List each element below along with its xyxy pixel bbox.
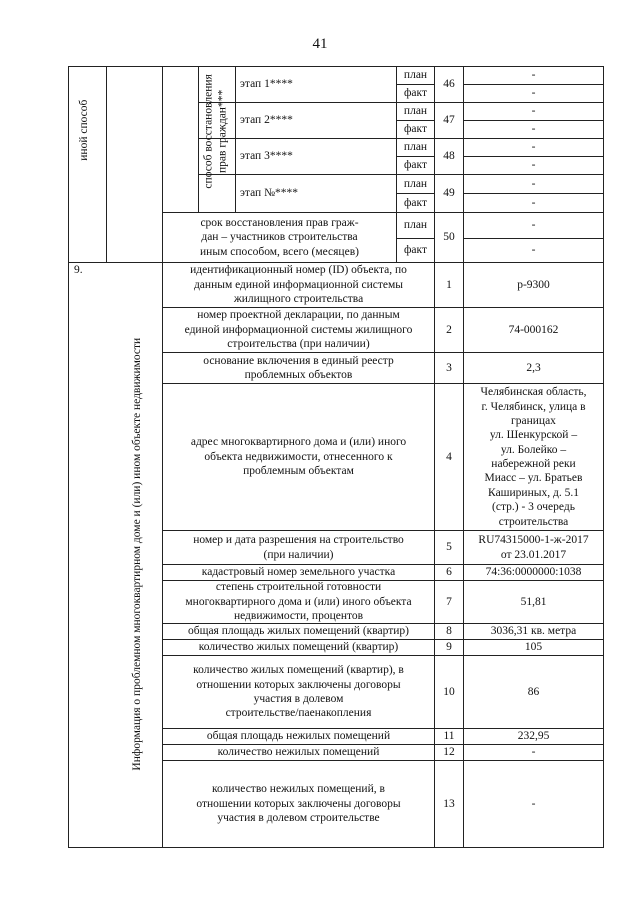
restoration-method-label: способ восстановления прав граждан*** [202,74,229,189]
fact-value: - [531,123,536,136]
row-number: 10 [443,685,455,698]
row-label: идентификационный номер (ID) объекта, по данным единой информационной системы жилищного строительства [190,264,407,306]
row-value: 51,81 [520,595,547,608]
fact-label: факт [403,196,428,209]
row-number: 4 [446,450,452,463]
row-value: - [531,746,536,759]
row-number: 8 [446,625,452,638]
row-value: RU74315000-1-ж-2017 от 23.01.2017 [478,534,589,561]
row-number: 11 [443,730,455,743]
stage-name: этап 1**** [240,78,293,91]
row-number: 5 [446,541,452,554]
table-bottom-border [68,847,604,848]
row-value: 74-000162 [508,323,559,336]
row-number: 6 [446,566,452,579]
row-label: номер и дата разрешения на строительство (при наличии) [193,534,404,561]
stage-name: этап №**** [240,187,299,200]
row-number: 3 [446,361,452,374]
row-label: количество нежилых помещений, в отношении которых заключены договоры участия в долевом строительстве [196,783,401,825]
row-label: основание включения в единый реестр проблемных объектов [203,354,394,381]
row-number: 48 [443,150,455,163]
plan-value: - [531,105,536,118]
upper-col1-divider [106,66,107,262]
section-number: 9. [74,264,83,276]
row-value: 86 [527,685,540,698]
row-number: 49 [443,187,455,200]
plan-value: - [531,141,536,154]
plan-label: план [403,105,428,118]
fact-label: факт [403,159,428,172]
fact-label: факт [403,244,428,257]
row-label: общая площадь жилых помещений (квартир) [187,625,409,638]
row-label: кадастровый номер земельного участка [201,566,396,579]
row-number: 2 [446,323,452,336]
row-value: р-9300 [517,278,550,291]
row-value: 105 [524,641,543,654]
row-value: 74:36:0000000:1038 [485,566,582,579]
other-method-label: иной способ [77,99,90,161]
row-number: 46 [443,78,455,91]
row-number: 13 [443,797,455,810]
table-left-border [68,66,69,848]
stage-name: этап 2**** [240,114,293,127]
row-value: - [531,797,536,810]
row-label: количество жилых помещений (квартир) [198,641,399,654]
plan-label: план [403,177,428,190]
fact-value: - [531,244,536,257]
row-value: 3036,31 кв. метра [490,625,577,638]
row-label: общая площадь нежилых помещений [206,730,391,743]
fact-label: факт [403,123,428,136]
row-label: номер проектной декларации, по данным единой информационной системы жилищного строительства (при наличии) [184,309,413,351]
stage-name: этап 3**** [240,150,293,163]
plan-label: план [403,219,428,232]
plan-value: - [531,69,536,82]
row-number: 12 [443,746,455,759]
plan-value: - [531,219,536,232]
fact-label: факт [403,87,428,100]
row-value: 2,3 [526,361,541,374]
row-value: 232,95 [517,730,550,743]
plan-label: план [403,141,428,154]
row-number: 9 [446,641,452,654]
row-label: адрес многоквартирного дома и (или) иного объекта недвижимости, отнесенного к проблемным объектам [190,436,407,478]
row-label: количество жилых помещений (квартир), в отношении которых заключены договоры участия в долевом строительстве/паенакопления [193,664,404,720]
subgroup-divider [198,66,199,212]
row-number: 50 [443,231,455,244]
term-label: срок восстановления прав граж- дан – участников строительства иным способом, всего (месяцев) [200,216,359,258]
row-number: 7 [446,595,452,608]
fact-value: - [531,196,536,209]
plan-value: - [531,177,536,190]
plan-label: план [403,69,428,82]
page-number: 41 [312,36,328,52]
row-value: Челябинская область, г. Челябинск, улица в границах ул. Шенкурской – ул. Болейко – набережной реки Миасс – ул. Братьев Кашириных, д. 5.1 (стр.) - 3 очередь строительства [480,386,587,528]
row-label: степень строительной готовности многоквартирного дома и (или) иного объекта недвижимости, процентов [185,581,412,623]
row-label: количество нежилых помещений [217,746,380,759]
section-vertical-title: Информация о проблемном многоквартирном доме и (или) ином объекте недвижимости [130,337,143,771]
table-right-border [603,66,604,848]
row-number: 1 [446,278,452,291]
fact-value: - [531,159,536,172]
row-number: 47 [443,114,455,127]
fact-value: - [531,87,536,100]
